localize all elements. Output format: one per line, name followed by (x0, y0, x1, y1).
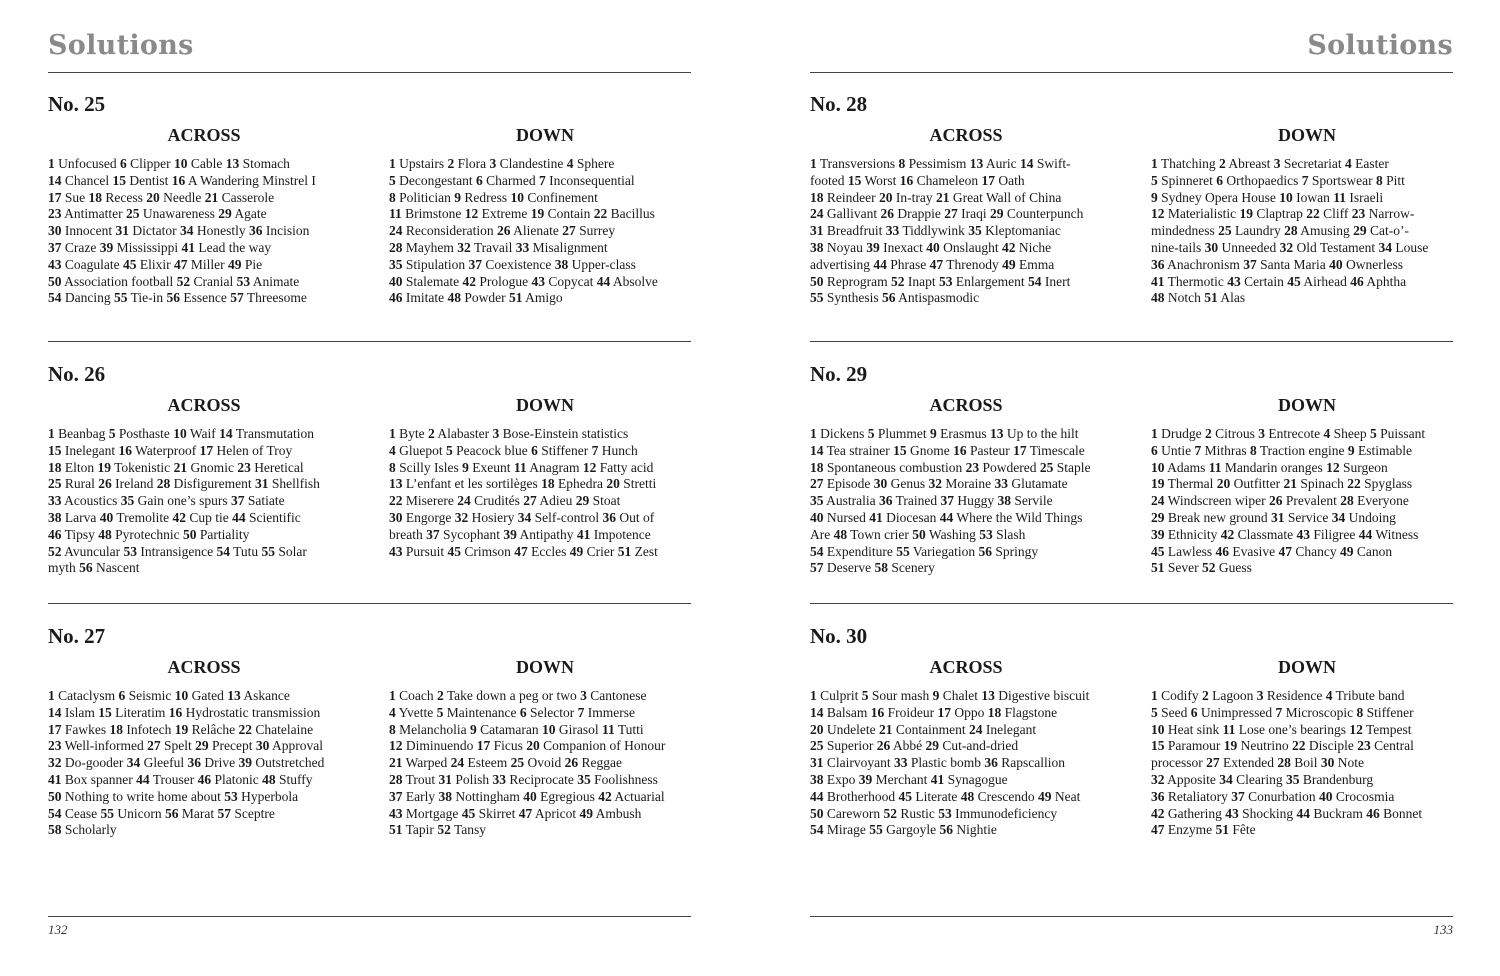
down-clues (1151, 688, 1463, 839)
clue-line: 50 Nothing to write home about 53 Hyperbola (48, 788, 299, 804)
down-clues (1151, 426, 1463, 577)
clue-line: 55 Synthesis 56 Antispasmodic (810, 290, 980, 306)
clue-line: 54 Dancing 55 Tie-in 56 Essence 57 Threesome (48, 290, 307, 306)
clue-line: 46 Tipsy 48 Pyrotechnic 50 Partiality (48, 526, 250, 542)
puzzle-title: No. 30 (810, 624, 868, 648)
clue-line: 28 Trout 31 Polish 33 Reciprocate 35 Foolishness (389, 771, 658, 787)
puzzle-no-27 (48, 603, 691, 866)
clue-line: 24 Windscreen wiper 26 Prevalent 28 Everyone (1151, 493, 1409, 509)
across-clues (48, 426, 360, 577)
down-heading: DOWN (516, 657, 574, 677)
clue-line: 14 Islam 15 Literatim 16 Hydrostatic transmission (48, 704, 321, 720)
across-clues (810, 156, 1122, 307)
clue-line: 35 Stipulation 37 Coexistence 38 Upper-class (389, 256, 636, 272)
clue-line: 13 L’enfant et les sortilèges 18 Ephedra 20 Stretti (389, 476, 657, 492)
puzzle-title: No. 29 (810, 362, 868, 386)
left-page-footer (48, 916, 691, 947)
clue-line: 17 Fawkes 18 Infotech 19 Relâche 22 Chatelaine (48, 721, 314, 737)
clue-line: 25 Rural 26 Ireland 28 Disfigurement 31 Shellfish (48, 476, 320, 492)
clue-line: 57 Deserve 58 Scenery (810, 560, 935, 576)
clue-line: 50 Careworn 52 Rustic 53 Immunodeficiency (810, 805, 1058, 821)
puzzle-title: No. 26 (48, 362, 106, 386)
across-column (810, 656, 1122, 839)
down-column (389, 656, 701, 839)
clue-line: breath 37 Sycophant 39 Antipathy 41 Impotence (389, 526, 651, 542)
down-heading: DOWN (1278, 657, 1336, 677)
clue-line: 8 Melancholia 9 Catamaran 10 Girasol 11 Tutti (389, 721, 644, 737)
puzzle-title: No. 28 (810, 92, 868, 116)
clue-line: 5 Decongestant 6 Charmed 7 Inconsequential (389, 172, 635, 188)
clue-line: 32 Do-gooder 34 Gleeful 36 Drive 39 Outstretched (48, 755, 325, 771)
clue-line: 24 Reconsideration 26 Alienate 27 Surrey (389, 223, 616, 239)
down-heading: DOWN (516, 125, 574, 145)
clue-line: 43 Coagulate 45 Elixir 47 Miller 49 Pie (48, 256, 263, 272)
clue-line: 40 Nursed 41 Diocesan 44 Where the Wild Things (810, 509, 1083, 525)
clue-line: 30 Innocent 31 Dictator 34 Honestly 36 Incision (48, 223, 310, 239)
clue-line: 40 Stalemate 42 Prologue 43 Copycat 44 Absolve (389, 273, 658, 289)
across-heading: ACROSS (167, 657, 241, 677)
clue-line: 1 Codify 2 Lagoon 3 Residence 4 Tribute band (1151, 688, 1405, 703)
clue-line: mindedness 25 Laundry 28 Amusing 29 Cat-o’- (1151, 223, 1409, 239)
clue-line: 8 Politician 9 Redress 10 Confinement (389, 189, 598, 205)
clue-line: 1 Drudge 2 Citrous 3 Entrecote 4 Sheep 5 Puissant (1151, 426, 1426, 441)
clue-line: 38 Expo 39 Merchant 41 Synagogue (810, 771, 1008, 787)
page-title: Solutions (1307, 30, 1453, 61)
clue-line: 15 Inelegant 16 Waterproof 17 Helen of Troy (48, 442, 293, 458)
clue-line: nine-tails 30 Unneeded 32 Old Testament 34 Louse (1151, 239, 1429, 255)
across-clues (810, 688, 1122, 839)
clue-line: 36 Anachronism 37 Santa Maria 40 Ownerless (1151, 256, 1403, 272)
clue-line: 5 Seed 6 Unimpressed 7 Microscopic 8 Stiffener (1151, 704, 1414, 720)
clue-line: 14 Tea strainer 15 Gnome 16 Pasteur 17 Timescale (810, 442, 1085, 458)
clue-line: 50 Association football 52 Cranial 53 Animate (48, 273, 300, 289)
clue-line: 11 Brimstone 12 Extreme 19 Contain 22 Bacillus (389, 206, 655, 222)
clue-line: Are 48 Town crier 50 Washing 53 Slash (810, 526, 1026, 542)
clue-line: 38 Larva 40 Tremolite 42 Cup tie 44 Scientific (48, 509, 301, 525)
right-page-header (810, 0, 1453, 73)
clue-line: 37 Craze 39 Mississippi 41 Lead the way (48, 239, 272, 255)
down-column (1151, 656, 1463, 839)
clue-line: 10 Adams 11 Mandarin oranges 12 Surgeon (1151, 459, 1388, 475)
clue-line: 18 Spontaneous combustion 23 Powdered 25 Staple (810, 459, 1091, 475)
across-clues (810, 426, 1122, 577)
clue-line: 1 Thatching 2 Abreast 3 Secretariat 4 Easter (1151, 156, 1389, 171)
across-heading: ACROSS (167, 395, 241, 415)
across-heading: ACROSS (167, 125, 241, 145)
left-page (48, 0, 691, 976)
across-column (810, 124, 1122, 307)
clue-line: 48 Notch 51 Alas (1151, 290, 1246, 306)
page-number: 132 (48, 922, 68, 937)
clue-line: 41 Box spanner 44 Trouser 46 Platonic 48 Stuffy (48, 771, 313, 787)
clue-line: 33 Acoustics 35 Gain one’s spurs 37 Satiate (48, 493, 285, 509)
clue-line: 23 Antimatter 25 Unawareness 29 Agate (48, 206, 267, 222)
across-heading: ACROSS (929, 125, 1003, 145)
clue-line: 1 Dickens 5 Plummet 9 Erasmus 13 Up to the hilt (810, 426, 1079, 441)
clue-line: 37 Early 38 Nottingham 40 Egregious 42 Actuarial (389, 788, 665, 804)
down-column (389, 394, 701, 560)
puzzle-no-30 (810, 603, 1453, 866)
clue-line: 43 Pursuit 45 Crimson 47 Eccles 49 Crier 51 Zest (389, 543, 658, 559)
puzzle-title: No. 25 (48, 92, 106, 116)
clue-line: 1 Culprit 5 Sour mash 9 Chalet 13 Digestive biscuit (810, 688, 1090, 703)
down-heading: DOWN (1278, 125, 1336, 145)
clue-line: 1 Unfocused 6 Clipper 10 Cable 13 Stomach (48, 156, 290, 171)
clue-line: 27 Episode 30 Genus 32 Moraine 33 Glutamate (810, 476, 1068, 492)
down-heading: DOWN (1278, 395, 1336, 415)
clue-line: 1 Beanbag 5 Posthaste 10 Waif 14 Transmutation (48, 426, 315, 441)
across-column (48, 394, 360, 577)
clue-line: 1 Cataclysm 6 Seismic 10 Gated 13 Askance (48, 688, 290, 703)
clue-line: 42 Gathering 43 Shocking 44 Buckram 46 Bonnet (1151, 805, 1423, 821)
clue-line: 12 Diminuendo 17 Ficus 20 Companion of Honour (389, 738, 666, 754)
right-page (810, 0, 1453, 976)
clue-line: 4 Gluepot 5 Peacock blue 6 Stiffener 7 Hunch (389, 442, 638, 458)
clue-line: 15 Paramour 19 Neutrino 22 Disciple 23 Central (1151, 738, 1414, 754)
clue-line: 23 Well-informed 27 Spelt 29 Precept 30 Approval (48, 738, 324, 754)
clue-line: 38 Noyau 39 Inexact 40 Onslaught 42 Niche (810, 239, 1052, 255)
clue-line: 4 Yvette 5 Maintenance 6 Selector 7 Immerse (389, 704, 635, 720)
clue-line: 17 Sue 18 Recess 20 Needle 21 Casserole (48, 189, 275, 205)
clue-line: 14 Balsam 16 Froideur 17 Oppo 18 Flagstone (810, 704, 1058, 720)
clue-line: 18 Elton 19 Tokenistic 21 Gnomic 23 Heretical (48, 459, 304, 475)
clue-line: 9 Sydney Opera House 10 Iowan 11 Israeli (1151, 189, 1384, 205)
down-heading: DOWN (516, 395, 574, 415)
clue-line: 10 Heat sink 11 Lose one’s bearings 12 Tempest (1151, 721, 1412, 737)
clue-line: 1 Coach 2 Take down a peg or two 3 Cantonese (389, 688, 647, 703)
clue-line: 21 Warped 24 Esteem 25 Ovoid 26 Reggae (389, 755, 623, 771)
down-clues (389, 688, 701, 839)
clue-line: processor 27 Extended 28 Boil 30 Note (1151, 755, 1364, 771)
puzzle-no-25 (48, 72, 691, 334)
down-column (1151, 124, 1463, 307)
clue-line: 28 Mayhem 32 Travail 33 Misalignment (389, 239, 608, 255)
clue-line: 30 Engorge 32 Hosiery 34 Self-control 36 Out of (389, 509, 655, 525)
puzzle-no-28 (810, 72, 1453, 334)
clue-line: 19 Thermal 20 Outfitter 21 Spinach 22 Spyglass (1151, 476, 1413, 492)
across-clues (48, 688, 360, 839)
clue-line: 50 Reprogram 52 Inapt 53 Enlargement 54 Inert (810, 273, 1071, 289)
puzzle-no-26 (48, 341, 691, 604)
across-column (48, 124, 360, 307)
clue-line: 43 Mortgage 45 Skirret 47 Apricot 49 Ambush (389, 805, 642, 821)
clue-line: 22 Miserere 24 Crudités 27 Adieu 29 Stoat (389, 493, 621, 509)
page-title: Solutions (48, 30, 194, 61)
clue-line: 51 Sever 52 Guess (1151, 560, 1252, 576)
clue-line: 36 Retaliatory 37 Conurbation 40 Crocosmia (1151, 788, 1395, 804)
clue-line: 46 Imitate 48 Powder 51 Amigo (389, 290, 563, 306)
clue-line: 45 Lawless 46 Evasive 47 Chancy 49 Canon (1151, 543, 1393, 559)
clue-line: 47 Enzyme 51 Fête (1151, 822, 1256, 838)
across-heading: ACROSS (929, 657, 1003, 677)
clue-line: 31 Clairvoyant 33 Plastic bomb 36 Rapscallion (810, 755, 1065, 771)
clue-line: 6 Untie 7 Mithras 8 Traction engine 9 Estimable (1151, 442, 1412, 458)
down-clues (389, 156, 701, 307)
clue-line: 32 Apposite 34 Clearing 35 Brandenburg (1151, 771, 1374, 787)
clue-line: 58 Scholarly (48, 822, 117, 838)
clue-line: 20 Undelete 21 Containment 24 Inelegant (810, 721, 1037, 737)
left-page-header (48, 0, 691, 73)
clue-line: 39 Ethnicity 42 Classmate 43 Filigree 44 Witness (1151, 526, 1419, 542)
down-clues (389, 426, 701, 560)
clue-line: 1 Upstairs 2 Flora 3 Clandestine 4 Sphere (389, 156, 615, 171)
puzzle-title: No. 27 (48, 624, 106, 648)
clue-line: 31 Breadfruit 33 Tiddlywink 35 Kleptomaniac (810, 223, 1061, 239)
clue-line: footed 15 Worst 16 Chameleon 17 Oath (810, 172, 1025, 188)
right-page-footer (810, 916, 1453, 947)
clue-line: 8 Scilly Isles 9 Exeunt 11 Anagram 12 Fatty acid (389, 459, 654, 475)
across-heading: ACROSS (929, 395, 1003, 415)
clue-line: 25 Superior 26 Abbé 29 Cut-and-dried (810, 738, 1019, 754)
across-clues (48, 156, 360, 307)
down-clues (1151, 156, 1463, 307)
clue-line: 51 Tapir 52 Tansy (389, 822, 486, 838)
clue-line: 24 Gallivant 26 Drappie 27 Iraqi 29 Counterpunch (810, 206, 1084, 222)
clue-line: 12 Materialistic 19 Claptrap 22 Cliff 23 Narrow- (1151, 206, 1415, 222)
clue-line: 44 Brotherhood 45 Literate 48 Crescendo 49 Neat (810, 788, 1081, 804)
down-column (1151, 394, 1463, 577)
page-number: 133 (1433, 922, 1453, 937)
clue-line: 41 Thermotic 43 Certain 45 Airhead 46 Aphtha (1151, 273, 1407, 289)
clue-line: 35 Australia 36 Trained 37 Huggy 38 Servile (810, 493, 1053, 509)
clue-line: advertising 44 Phrase 47 Threnody 49 Emma (810, 256, 1055, 272)
clue-line: myth 56 Nascent (48, 560, 140, 576)
puzzle-no-29 (810, 341, 1453, 604)
clue-line: 5 Spinneret 6 Orthopaedics 7 Sportswear 8 Pitt (1151, 172, 1405, 188)
clue-line: 14 Chancel 15 Dentist 16 A Wandering Minstrel I (48, 172, 316, 188)
down-column (389, 124, 701, 307)
clue-line: 18 Reindeer 20 In-tray 21 Great Wall of China (810, 189, 1062, 205)
clue-line: 1 Byte 2 Alabaster 3 Bose-Einstein statistics (389, 426, 629, 441)
across-column (810, 394, 1122, 577)
clue-line: 54 Expenditure 55 Variegation 56 Springy (810, 543, 1039, 559)
clue-line: 52 Avuncular 53 Intransigence 54 Tutu 55 Solar (48, 543, 307, 559)
clue-line: 1 Transversions 8 Pessimism 13 Auric 14 Swift- (810, 156, 1071, 171)
clue-line: 29 Break new ground 31 Service 34 Undoing (1151, 509, 1396, 525)
clue-line: 54 Cease 55 Unicorn 56 Marat 57 Sceptre (48, 805, 275, 821)
across-column (48, 656, 360, 839)
clue-line: 54 Mirage 55 Gargoyle 56 Nightie (810, 822, 997, 838)
